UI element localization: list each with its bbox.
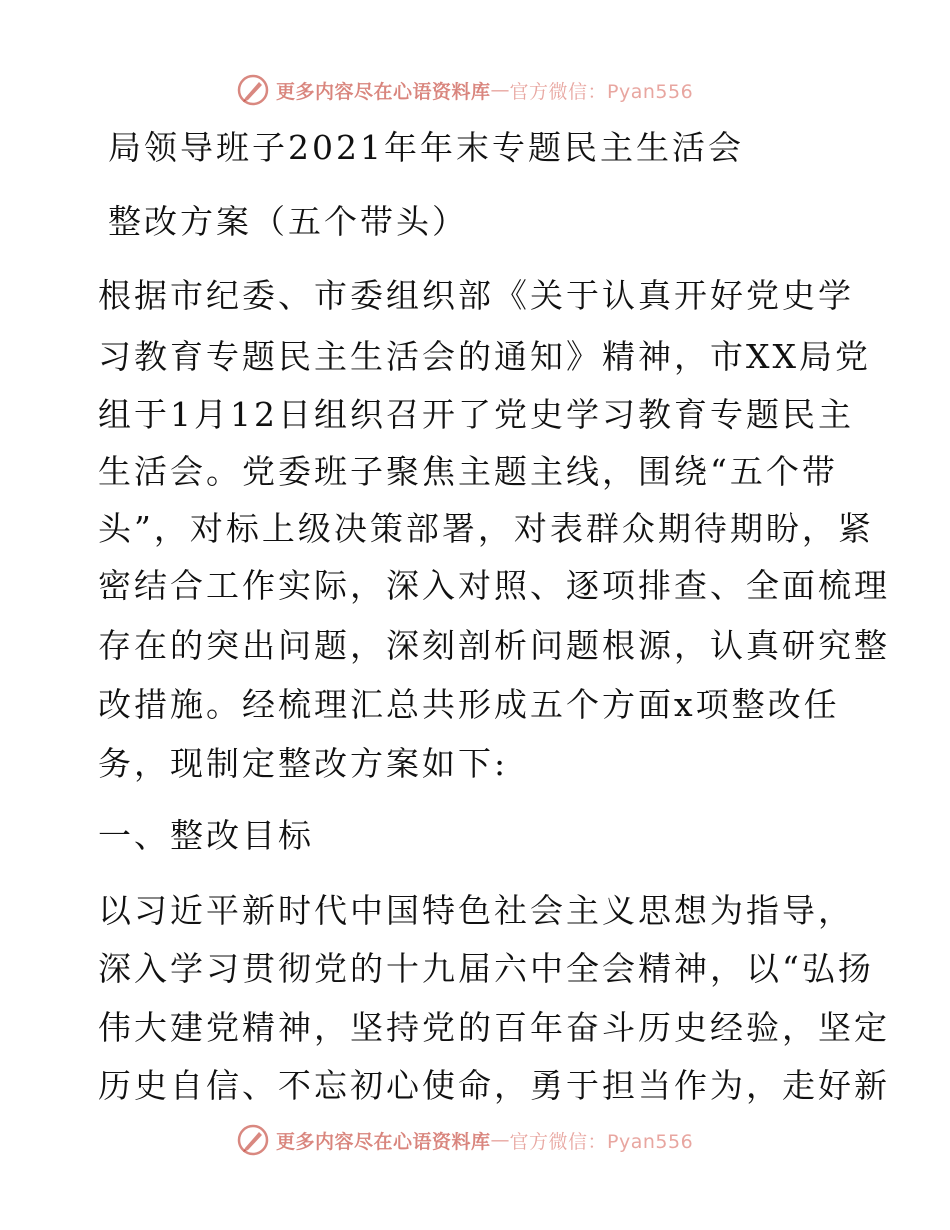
watermark-site-text: 更多内容尽在心语资料库 xyxy=(276,1130,491,1153)
paragraph-line: 生活会。党委班子聚焦主题主线，围绕“五个带 xyxy=(98,452,838,491)
paragraph-line: 深入学习贯彻党的十九届六中全会精神，以“弘扬 xyxy=(98,949,874,988)
watermark-separator: — xyxy=(490,79,510,101)
paragraph-line: 组于1月12日组织召开了党史学习教育专题民主 xyxy=(98,395,854,434)
watermark-contact-text: 官方微信：Pyan556 xyxy=(509,80,694,103)
paragraph-line: 习教育专题民主生活会的通知》精神，市XX局党 xyxy=(98,337,871,376)
paragraph-line: 根据市纪委、市委组织部《关于认真开好党史学 xyxy=(98,276,854,315)
document-title: 局领导班子2021年年末专题民主生活会 xyxy=(108,128,744,167)
pen-logo-icon xyxy=(236,73,270,107)
watermark-site-text: 更多内容尽在心语资料库 xyxy=(276,80,491,103)
watermark-banner-bottom xyxy=(236,1122,693,1158)
section-heading: 一、整改目标 xyxy=(98,816,314,855)
pen-logo-icon xyxy=(236,1123,270,1157)
paragraph-line: 头”，对标上级决策部署，对表群众期待期盼，紧 xyxy=(98,509,874,548)
watermark-separator: — xyxy=(490,1129,510,1151)
paragraph-line: 改措施。经梳理汇总共形成五个方面x项整改任 xyxy=(98,685,840,724)
document-subtitle: 整改方案（五个带头） xyxy=(108,202,468,241)
paragraph-line: 密结合工作实际，深入对照、逐项排查、全面梳理 xyxy=(98,566,890,605)
paragraph-line: 伟大建党精神，坚持党的百年奋斗历史经验，坚定 xyxy=(98,1008,890,1047)
paragraph-line: 以习近平新时代中国特色社会主义思想为指导， xyxy=(98,891,854,930)
paragraph-line: 历史自信、不忘初心使命，勇于担当作为，走好新 xyxy=(98,1066,890,1105)
paragraph-line: 务，现制定整改方案如下: xyxy=(98,744,509,783)
paragraph-line: 存在的突出问题，深刻剖析问题根源，认真研究整 xyxy=(98,626,890,665)
watermark-contact-text: 官方微信：Pyan556 xyxy=(509,1130,694,1153)
watermark-banner-top xyxy=(236,72,693,108)
